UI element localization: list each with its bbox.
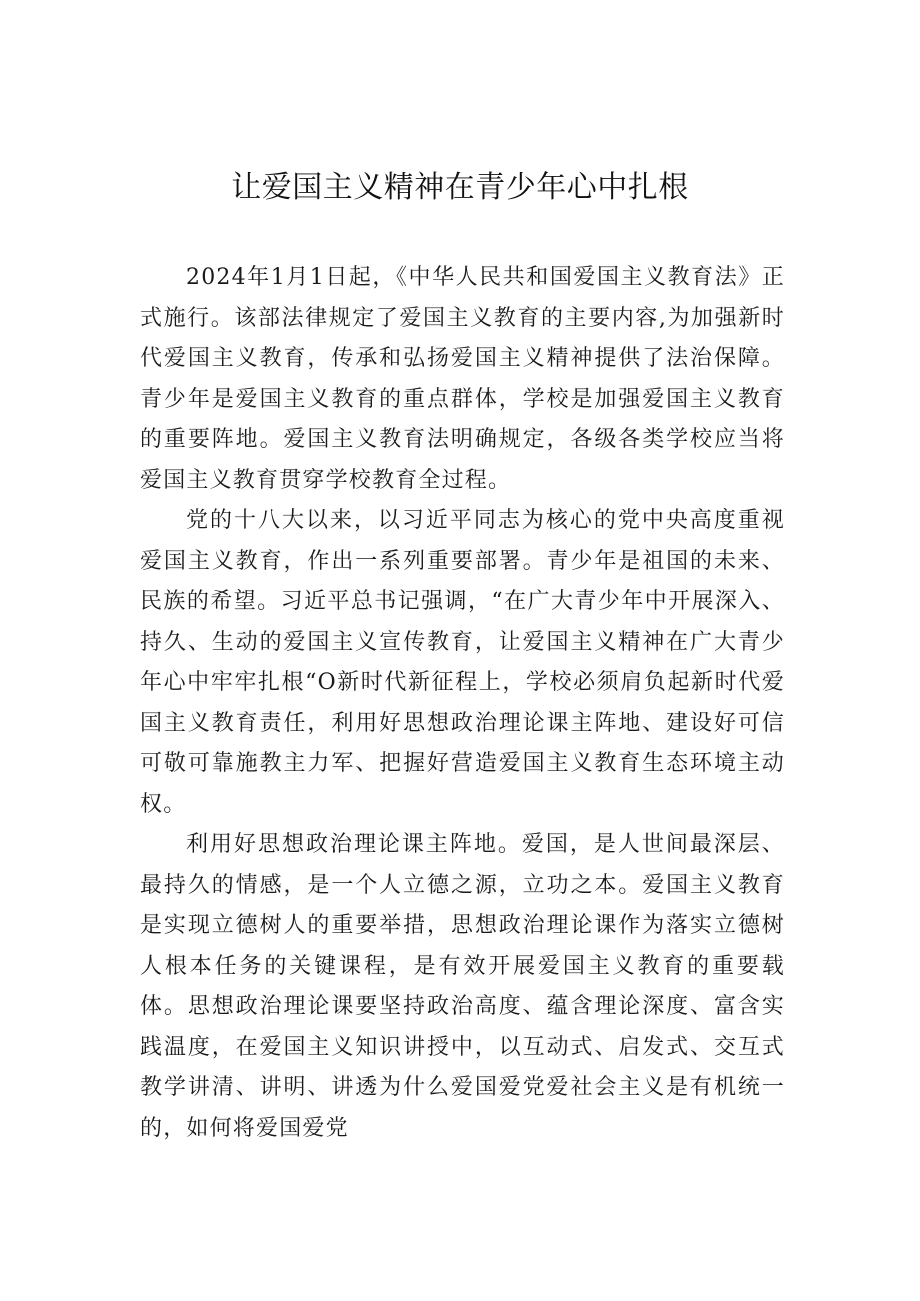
document-title: 让爱国主义精神在青少年心中扎根: [231, 170, 689, 205]
paragraph-1: 2024年1月1日起，《中华人民共和国爱国主义教育法》正式施行。该部法律规定了爱国主义教育的主要内容,为加强新时代爱国主义教育，传承和弘扬爱国主义精神提供了法治保障。青少年是爱国主义教育的重点群体，学校是加强爱国主义教育的重要阵地。爱国主义教育法明确规定，各级各类学校应当将爱国主义教育贯穿学校教育全过程。: [140, 265, 785, 493]
document-body: [140, 258, 785, 1149]
paragraph-2: 党的十八大以来，以习近平同志为核心的党中央高度重视爱国主义教育，作出一系列重要部署。青少年是祖国的未来、民族的希望。习近平总书记强调，“在广大青少年中开展深入、持久、生动的爱国主义宣传教育，让爱国主义精神在广大青少年心中牢牢扎根“O新时代新征程上，学校必须肩负起新时代爱国主义教育责任，利用好思想政治理论课主阵地、建设好可信可敬可靠施教主力军、把握好营造爱国主义教育生态环境主动权。: [140, 508, 785, 817]
paragraph-3: 利用好思想政治理论课主阵地。爱国，是人世间最深层、最持久的情感，是一个人立德之源，立功之本。爱国主义教育是实现立德树人的重要举措，思想政治理论课作为落实立德树人根本任务的关键课程，是有效开展爱国主义教育的重要载体。思想政治理论课要坚持政治高度、蕴含理论深度、富含实践温度，在爱国主义知识讲授中，以互动式、启发式、交互式教学讲清、讲明、讲透为什么爱国爱党爱社会主义是有机统一的，如何将爱国爱党: [140, 832, 785, 1141]
